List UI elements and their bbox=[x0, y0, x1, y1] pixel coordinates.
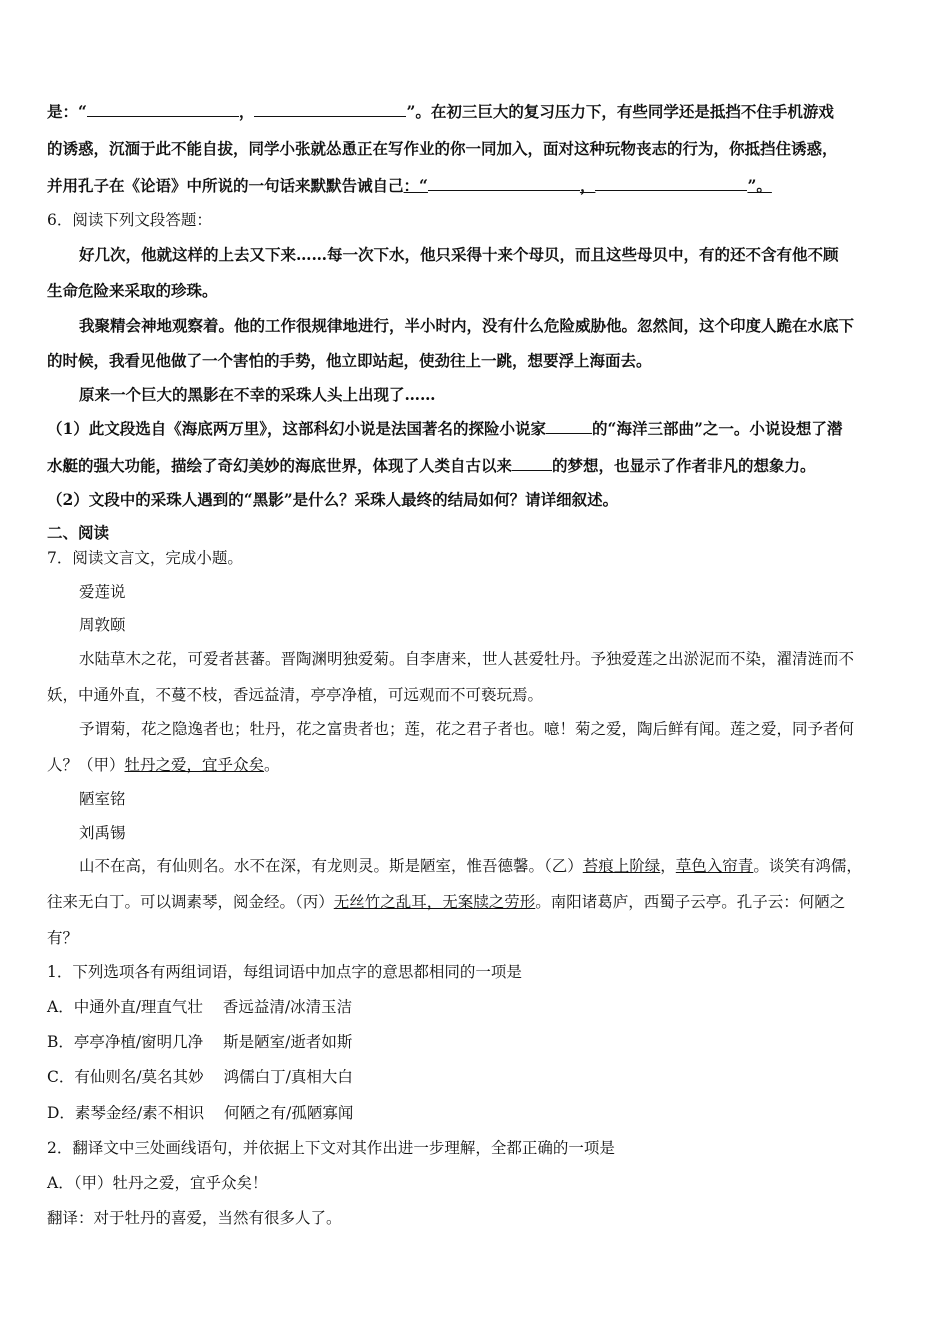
q6-sub1-line-2: 水艇的强大功能，描绘了奇幻美妙的海底世界，体现了人类自古以来 的梦想，也显示了作者非凡的想象力。 bbox=[47, 456, 816, 475]
text1-title: 爱莲说 bbox=[79, 583, 126, 601]
q6-sub1-line-1: （1）此文段选自《海底两万里》，这部科幻小说是法国著名的探险小说家 的“海洋三部曲”之一。小说设想了潜 bbox=[47, 419, 843, 438]
q6-title: 6．阅读下列文段答题： bbox=[47, 211, 212, 229]
sub-question-2: 2．翻译文中三处画线语句，并依据上下文对其作出进一步理解，全都正确的一项是 bbox=[47, 1139, 615, 1157]
text1-line: 予谓菊，花之隐逸者也；牡丹，花之富贵者也；莲，花之君子者也。噫！菊之爱，陶后鲜有闻。莲之爱，同予者何 bbox=[79, 720, 855, 738]
q5-line-3: 并用孔子在《论语》中所说的一句话来默默告诫自己：“ ， ”。 bbox=[47, 176, 772, 195]
option-d: D．素琴金经/素不相识 何陋之有/孤陋寡闻 bbox=[47, 1104, 354, 1122]
text2-author: 刘禹锡 bbox=[79, 824, 126, 842]
translation: 翻译：对于牡丹的喜爱，当然有很多人了。 bbox=[47, 1209, 342, 1227]
q5-line-2: 的诱惑，沉湎于此不能自拔，同学小张就怂恿正在写作业的你一同加入，面对这种玩物丧志的行为，你抵挡住诱惑， bbox=[47, 139, 838, 158]
answer-blank bbox=[595, 176, 747, 191]
q6-passage-line: 好几次，他就这样的上去又下来……每一次下水，他只采得十来个母贝，而且这些母贝中，有的还不含有他不顾 bbox=[79, 245, 839, 264]
q6-passage-line: 我聚精会神地观察着。他的工作很规律地进行，半小时内，没有什么危险威胁他。忽然间，这个印度人跪在水底下 bbox=[79, 316, 855, 335]
q6-sub2: （2）文段中的采珠人遇到的“黑影”是什么？采珠人最终的结局如何？请详细叙述。 bbox=[47, 490, 619, 509]
answer-blank bbox=[512, 456, 552, 471]
q6-passage-line: 原来一个巨大的黑影在不幸的采珠人头上出现了…… bbox=[79, 385, 436, 404]
text2-line: 有？ bbox=[47, 929, 79, 947]
q6-passage-line: 的时候，我看见他做了一个害怕的手势，他立即站起，使劲往上一跳，想要浮上海面去。 bbox=[47, 351, 652, 370]
option-a: A．（甲）牡丹之爱，宜乎众矣！ bbox=[47, 1174, 268, 1192]
option-a: A．中通外直/理直气壮 香远益清/冰清玉洁 bbox=[47, 998, 353, 1016]
text1-line: 水陆草木之花，可爱者甚蕃。晋陶渊明独爱菊。自李唐来，世人甚爱牡丹。予独爱莲之出淤泥而不染，濯清涟而不 bbox=[79, 650, 855, 668]
text1-author: 周敦颐 bbox=[79, 616, 126, 634]
answer-blank bbox=[87, 102, 239, 117]
text2-line: 山不在高，有仙则名。水不在深，有龙则灵。斯是陋室，惟吾德馨。（乙）苔痕上阶绿，草色入帘青。谈笑有鸿儒， bbox=[79, 857, 862, 875]
sub-question-1: 1．下列选项各有两组词语，每组词语中加点字的意思都相同的一项是 bbox=[47, 963, 522, 981]
text2-title: 陋室铭 bbox=[79, 790, 126, 808]
text1-line: 人？（甲）牡丹之爱，宜乎众矣。 bbox=[47, 756, 280, 774]
option-b: B．亭亭净植/窗明几净 斯是陋室/逝者如斯 bbox=[47, 1033, 353, 1051]
answer-blank bbox=[254, 102, 406, 117]
q6-passage-line: 生命危险来采取的珍珠。 bbox=[47, 281, 218, 300]
answer-blank bbox=[546, 419, 592, 434]
q7-title: 7．阅读文言文，完成小题。 bbox=[47, 549, 243, 567]
section-heading: 二、阅读 bbox=[47, 523, 110, 542]
answer-blank bbox=[428, 176, 580, 191]
text2-line: 往来无白丁。可以调素琴，阅金经。（丙）无丝竹之乱耳，无案牍之劳形。南阳诸葛庐，西蜀子云亭。孔子云：何陋之 bbox=[47, 893, 846, 911]
option-c: C．有仙则名/莫名其妙 鸿儒白丁/真相大白 bbox=[47, 1068, 353, 1086]
text1-line: 妖，中通外直，不蔓不枝，香远益清，亭亭净植，可远观而不可亵玩焉。 bbox=[47, 686, 544, 704]
q5-line-1: 是：“ ， ”。在初三巨大的复习压力下，有些同学还是抵挡不住手机游戏 bbox=[47, 102, 834, 121]
